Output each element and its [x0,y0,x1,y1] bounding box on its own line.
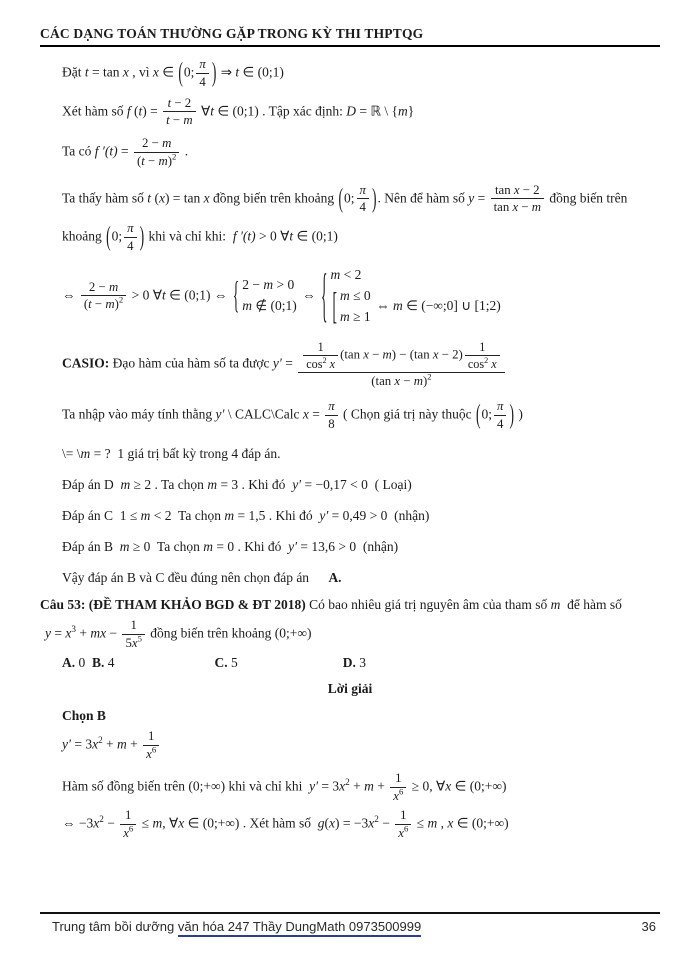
content-line: CASIO: Đạo hàm của hàm số ta được y′ = $\frac{1}{\cos^2 x}$ (tan x − m) − (tan x − 2) $\frac{1}{\cos^2 x}$ (tan x − m)$^2$ [62,340,660,389]
content-line: Hàm số đồng biến trên (0;+∞) khi và chỉ khi $y' = 3x^2 + m$ + $\frac{1}{x^6}$ ≥ 0, ∀x ∈ (0;+∞) [62,771,507,804]
content-line: Đáp án B m ≥ 0 Ta chọn m = 0 . Khi đó y′ = 13,6 > 0 (nhận) [62,539,399,555]
content-line: Đáp án C 1 ≤ m < 2 Ta chọn m = 1,5 . Khi đó y′ = 0,49 > 0 (nhận) [62,507,430,523]
content-line: khoảng (0; $\frac{\pi}{4}$ ) khi và chỉ khi: f ′(t) > 0 ∀t ∈ (0;1) [62,221,338,253]
content-line: Ta thấy hàm số t (x) = tan x đồng biến trên khoảng (0; $\frac{\pi}{4}$ ). Nên để hàm số y = $\frac{\text{tan x − 2}}{\text{tan x − m}}$ đồng biến trên [62,182,628,215]
content-line: Đáp án D m ≥ 2 . Ta chọn m = 3 . Khi đó y′ = −0,17 < 0 ( Loại) [62,476,412,492]
content-line: Ta có f ′(t) = $\frac{2 - m}{(t - m)^2}$ . [62,136,189,168]
footer-link[interactable]: văn hóa 247 Thầy DungMath 0973500999 [178,919,421,937]
content-line: $y' = 3x^2 + m$ + $\frac{1}{x^6}$ [62,729,660,762]
content-line: ⇔ $\frac{2 - m}{(t - m)^2}$ > 0 ∀t ∈ (0;1) ⇔ { 2 − m > 0 m ∉ (0;1) ⇔ { m < 2 [ m ≤ 0 m ≥ 1 ⇔ m ∈ (−∞;0] ∪ [1;2) [62,262,501,328]
content-line: ⇔ $-3x^2$ − $\frac{1}{x^6}$ ≤ m, ∀x ∈ (0;+∞) . Xét hàm số $g(x) = -3x^2$ − $\frac{1}{x^6}$ ≤ m , x ∈ (0;+∞) [62,807,509,840]
footer-text: Trung tâm bồi dưỡng [52,919,178,934]
content-line: Vậy đáp án B và C đều đúng nên chọn đáp án A. [62,570,342,586]
page-header-title: CÁC DẠNG TOÁN THƯỜNG GẶP TRONG KỲ THI THPTQG [40,26,424,41]
content-line: Xét hàm số f (t) = $\frac{t - 2}{t - m}$ ∀t ∈ (0;1) . Tập xác định: D = ℝ \ {m} [62,95,415,128]
content-line: Đặt t = tan x , vì x ∈ (0; $\frac{\pi}{4}$ ) ⇒ t ∈ (0;1) [62,57,284,89]
content-line: $y = x^3$ + mx − $\frac{1}{5x^5}$ đồng biến trên khoảng (0;+∞) [45,617,312,650]
content-line: A. 0 B. 4 C. 5 D. 3 [62,655,367,671]
footer-center-name [40,919,421,934]
document-body [40,57,660,840]
content-line: \= \m = ? 1 giá trị bất kỳ trong 4 đáp án. [62,446,281,462]
page-footer [40,912,660,934]
content-line: Lời giải [327,681,373,697]
content-line: Chọn B [62,707,106,723]
header-rule [40,45,660,47]
page-number: 36 [641,919,656,934]
content-line: Câu 53: (ĐỀ THAM KHẢO BGD & ĐT 2018) Có bao nhiêu giá trị nguyên âm của tham số m để hàm số [40,596,622,612]
content-line: Ta nhập vào máy tính thằng y′ \ CALC\Calc x = $\frac{\pi}{8}$ ( Chọn giá trị này thuộc (0; $\frac{\pi}{4}$ ) ) [62,398,523,431]
